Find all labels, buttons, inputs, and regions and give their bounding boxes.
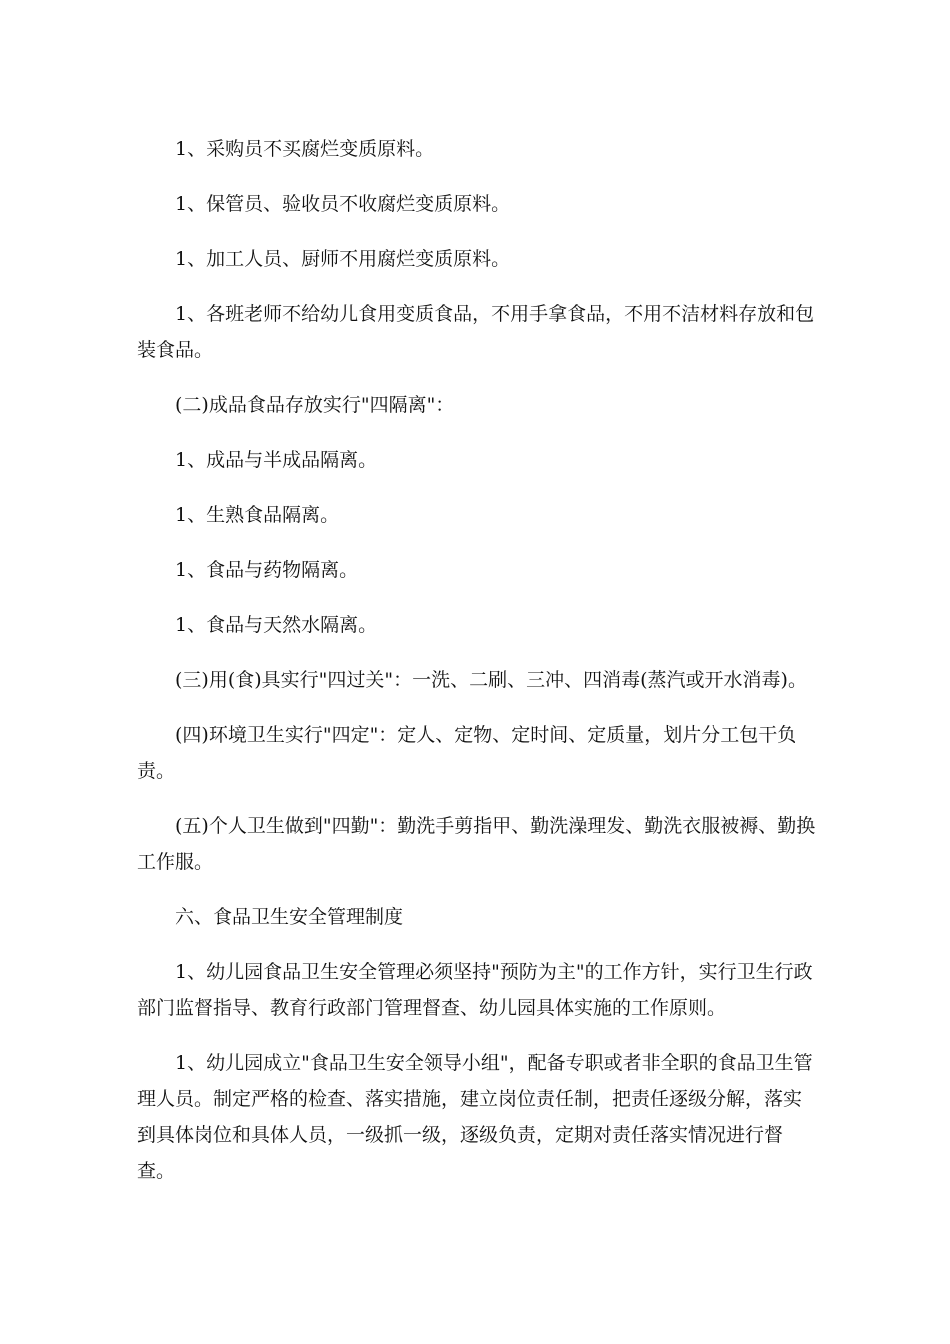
paragraph-isolation-semi: 1、成品与半成品隔离。 [175,449,378,471]
section-heading-six: 六、食品卫生安全管理制度 [175,906,404,928]
paragraph-isolation-water: 1、食品与天然水隔离。 [175,614,378,636]
paragraph-principle: 1、幼儿园食品卫生安全管理必须坚持"预防为主"的工作方针，实行卫生行政部门监督指导、教育行政部门管理督查、幼儿园具体实施的工作原则。 [137,961,813,1019]
paragraph-purchaser: 1、采购员不买腐烂变质原料。 [175,138,435,160]
paragraph-processor: 1、加工人员、厨师不用腐烂变质原料。 [175,248,511,270]
paragraph-isolation-raw-cooked: 1、生熟食品隔离。 [175,504,340,526]
paragraph-keeper: 1、保管员、验收员不收腐烂变质原料。 [175,193,511,215]
section-heading-four-isolations: (二)成品食品存放实行"四隔离"： [175,394,455,416]
paragraph-utensils: (三)用(食)具实行"四过关"：一洗、二刷、三冲、四消毒(蒸汽或开水消毒)。 [175,669,807,691]
document-page [137,131,817,1208]
paragraph-teachers: 1、各班老师不给幼儿食用变质食品，不用手拿食品，不用不洁材料存放和包装食品。 [137,303,815,361]
paragraph-environment: (四)环境卫生实行"四定"：定人、定物、定时间、定质量，划片分工包干负责。 [137,724,797,782]
paragraph-leadership-group: 1、幼儿园成立"食品卫生安全领导小组"，配备专职或者非全职的食品卫生管理人员。制定严格的检查、落实措施，建立岗位责任制，把责任逐级分解，落实到具体岗位和具体人员，一级抓一级，逐级负责，定期对责任落实情况进行督查。 [137,1052,813,1182]
paragraph-personal-hygiene: (五)个人卫生做到"四勤"：勤洗手剪指甲、勤洗澡理发、勤洗衣服被褥、勤换工作服。 [137,815,816,873]
paragraph-isolation-medicine: 1、食品与药物隔离。 [175,559,359,581]
